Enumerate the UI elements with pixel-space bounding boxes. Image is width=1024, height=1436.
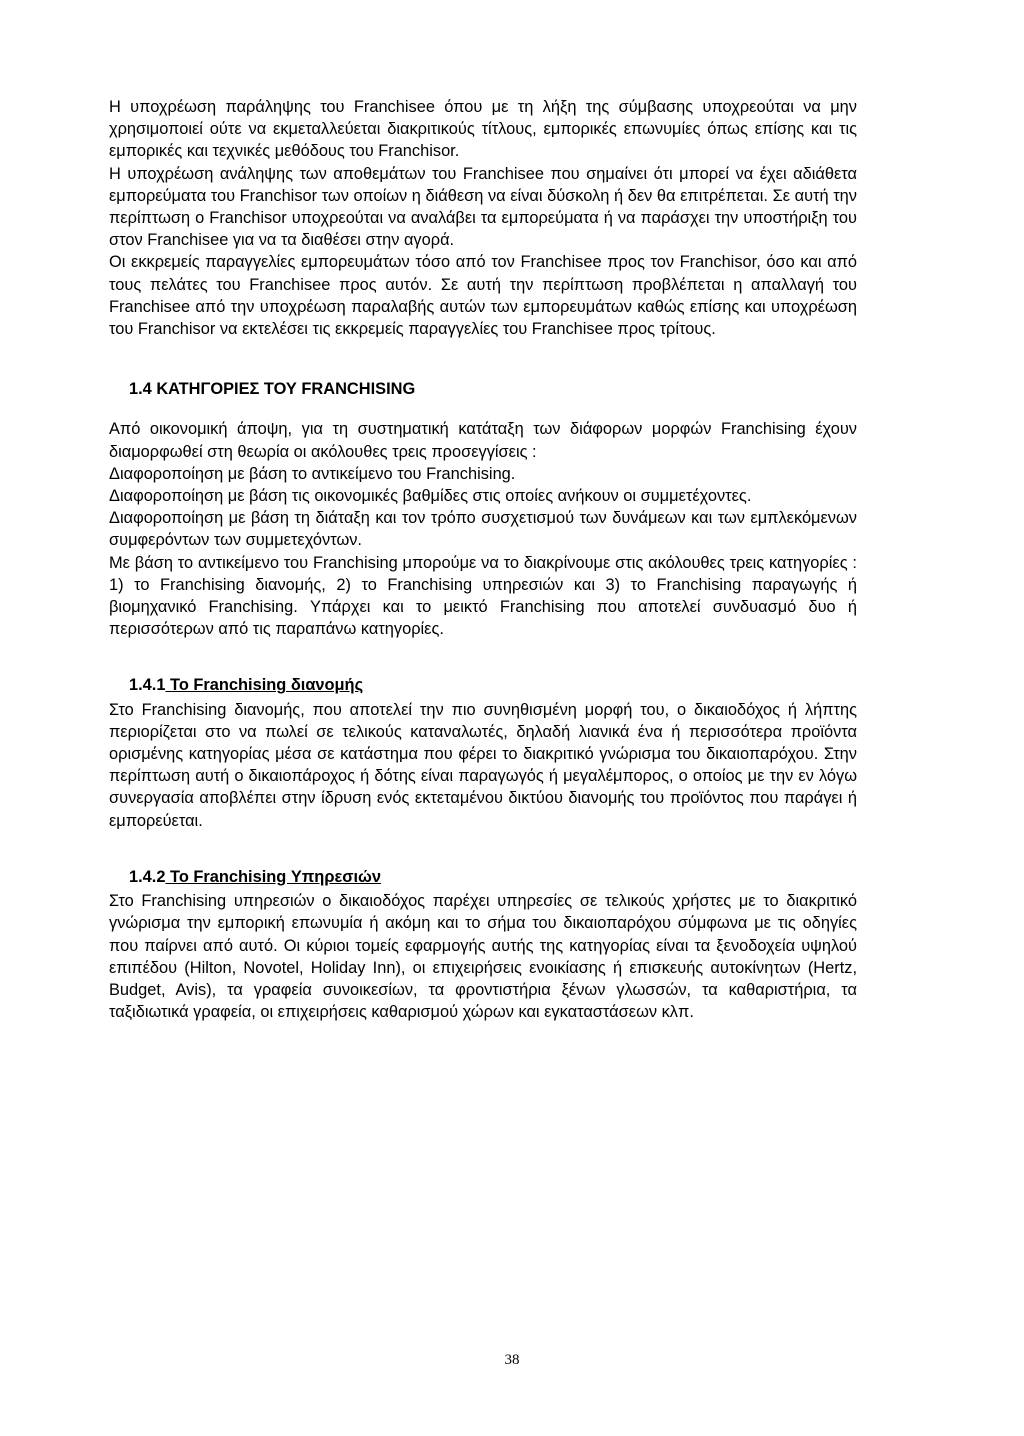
paragraph-services-franchising: Στο Franchising υπηρεσιών ο δικαιοδόχος παρέχει υπηρεσίες σε τελικούς χρήστες με το διακριτικό γνώρισμα την εμπορική επωνυμία ή ακόμη και το σήμα του δικαιοπαρόχου σύμφωνα με τις οδηγίες που παίρνει από αυτό. Οι κύριοι τομείς εφαρμογής αυτής της κατηγορίας είναι τα ξενοδοχεία υψηλού επιπέδου (Hilton, Novotel, Holiday Inn), οι επιχειρήσεις ενοικίασης ή επισκευής αυτοκίνητων (Hertz, Budget, Avis), τα γραφεία συνοικεσίων, τα φροντιστήρια ξένων γλωσσών, τα καθαριστήρια, τα ταξιδιωτικά γραφεία, οι επιχειρήσεις καθαρισμού χώρων και εγκαταστάσεων κλπ. <box>109 892 857 1022</box>
paragraph-categories: Με βάση το αντικείμενο του Franchising μπορούμε να το διακρίνουμε στις ακόλουθες τρεις κατηγορίες : 1) το Franchising διανομής, 2) το Franchising υπηρεσιών και 3) το Franchising παραγωγής ή βιομηχανικό Franchising. Υπάρχει και το μεικτό Franchising που αποτελεί συνδυασμό δυο ή περισσότερων από τις παραπάνω κατηγορίες. <box>109 553 857 639</box>
paragraph-approach-forces: Διαφοροποίηση με βάση τη διάταξη και τον τρόπο συσχετισμού των δυνάμεων και των εμπλεκόμενων συμφερόντων των συμμετεχόντων. <box>109 509 857 550</box>
page-number: 38 <box>504 1352 520 1368</box>
section-heading-1-4: 1.4 ΚΑΤΗΓΟΡΙΕΣ ΤΟΥ FRANCHISING <box>129 380 416 399</box>
paragraph-approach-subject: Διαφοροποίηση με βάση το αντικείμενο του Franchising. <box>109 464 516 483</box>
paragraph-pending-orders: Οι εκκρεμείς παραγγελίες εμπορευμάτων τόσο από τον Franchisee προς τον Franchisor, όσο και από τους πελάτες του Franchisee προς αυτόν. Σε αυτή την περίπτωση προβλέπεται η απαλλαγή του Franchisee από την υποχρέωση παραλαβής αυτών των εμπορευμάτων καθώς επίσης και υποχρέωση του Franchisor να εκτελέσει τις εκκρεμείς παραγγελίες του Franchisee προς τρίτους. <box>109 253 857 339</box>
section-title: Το Franchising διανομής <box>165 676 364 695</box>
paragraph-stock-takeover: Η υποχρέωση ανάληψης των αποθεμάτων του Franchisee που σημαίνει ότι μπορεί να έχει αδιάθετα εμπορεύματα του Franchisor των οποίων η διάθεση να είναι δύσκολη ή δεν θα επιτρέπεται. Σε αυτή την περίπτωση ο Franchisor υποχρεούται να αναλάβει τα εμπορεύματα ή να παράσχει την υποστήριξη του στον Franchisee για να τα διαθέσει στην αγορά. <box>109 164 857 250</box>
section-number: 1.4.2 <box>129 867 166 886</box>
document-page <box>109 96 857 1023</box>
paragraph-non-use-obligation: Η υποχρέωση παράληψης του Franchisee όπου με τη λήξη της σύμβασης υποχρεούται να μην χρησιμοποιεί ούτε να εκμεταλλεύεται διακριτικούς τίτλους, εμπορικές επωνυμίες όπως επίσης και τις εμπορικές και τεχνικές μεθόδους του Franchisor. <box>109 98 857 161</box>
section-number: 1.4.1 <box>129 676 166 695</box>
section-heading-1-4-2 <box>129 866 857 888</box>
paragraph-distribution-franchising: Στο Franchising διανομής, που αποτελεί την πιο συνηθισμένη μορφή του, ο δικαιοδόχος ή λήπτης περιορίζεται στο να πωλεί σε τελικούς καταναλωτές, δηλαδή λιανικά ένα ή περισσότερα προϊόντα ορισμένης κατηγορίας μέσα σε κατάστημα που φέρει το διακριτικό γνώρισμα του δικαιοπαρόχου. Στην περίπτωση αυτή ο δικαιοπάροχος ή δότης είναι παραγωγός ή μεγαλέμπορος, ο οποίος με την εν λόγω συνεργασία αποβλέπει στην ίδρυση ενός εκτεταμένου δικτύου διανομής του προϊόντος που παράγει ή εμπορεύεται. <box>109 700 857 830</box>
paragraph-approaches-intro: Από οικονομική άποψη, για τη συστηματική κατάταξη των διάφορων μορφών Franchising έχουν διαμορφωθεί στη θεωρία οι ακόλουθες τρεις προσεγγίσεις : <box>109 420 857 461</box>
paragraph-approach-economic-levels: Διαφοροποίηση με βάση τις οικονομικές βαθμίδες στις οποίες ανήκουν οι συμμετέχοντες. <box>109 487 752 506</box>
section-title: Το Franchising Υπηρεσιών <box>165 867 381 886</box>
section-heading-1-4-1 <box>129 674 857 696</box>
